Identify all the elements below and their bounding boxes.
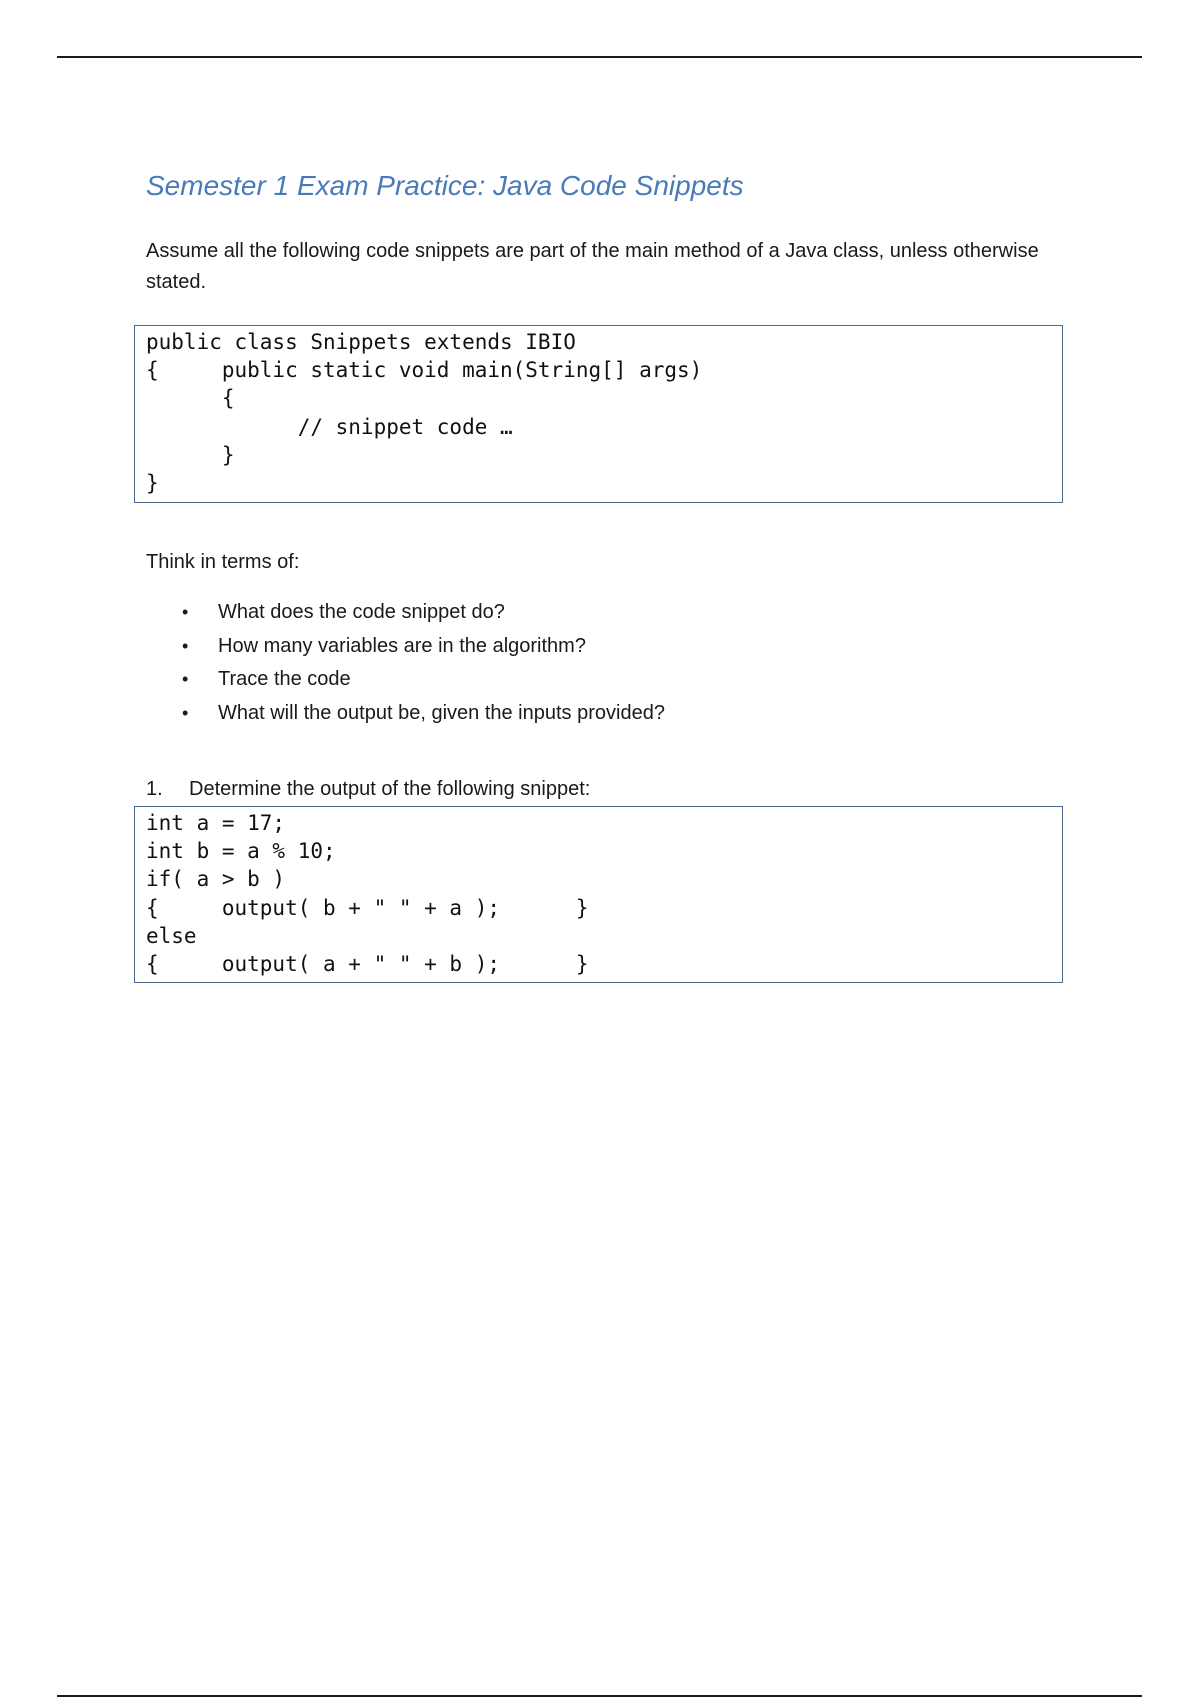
list-item: [180, 663, 665, 697]
code-line: {: [146, 386, 235, 411]
question-1-code-box: [134, 806, 1063, 983]
list-item: [180, 596, 665, 630]
list-item-text: What will the output be, given the inputs provided?: [218, 701, 665, 724]
footer-rule: [57, 1695, 1142, 1697]
list-item: [180, 697, 665, 731]
bullet-icon: •: [182, 669, 189, 689]
code-line: { output( a + " " + b ); }: [146, 951, 589, 976]
list-item-text: Trace the code: [218, 668, 351, 690]
code-line: if( a > b ): [146, 867, 286, 892]
question-number: 1.: [146, 778, 163, 800]
question-text: Determine the output of the following snippet:: [189, 778, 591, 800]
list-item-text: How many variables are in the algorithm?: [218, 634, 586, 657]
code-line: }: [146, 442, 235, 467]
page-title: Semester 1 Exam Practice: Java Code Snippets: [146, 170, 744, 201]
list-item-text: What does the code snippet do?: [218, 601, 505, 623]
code-line: { output( b + " " + a ); }: [146, 895, 589, 920]
intro-paragraph: Assume all the following code snippets are part of the main method of a Java class, unless otherwise stated.: [146, 240, 1039, 293]
header-rule: [57, 56, 1142, 58]
question-1-prompt: [146, 778, 590, 801]
template-code-box: [134, 325, 1063, 503]
code-line: { public static void main(String[] args): [146, 358, 703, 383]
code-line: int a = 17;: [146, 811, 286, 835]
bullet-icon: •: [182, 602, 189, 622]
code-line: public class Snippets extends IBIO: [146, 330, 576, 354]
think-list: [180, 596, 665, 730]
code-line: }: [146, 470, 159, 495]
bullet-icon: •: [182, 635, 189, 656]
code-line: else: [146, 923, 197, 948]
think-heading: Think in terms of:: [146, 551, 300, 573]
list-item: [180, 630, 665, 664]
code-line: // snippet code …: [146, 414, 513, 439]
bullet-icon: •: [182, 702, 189, 723]
code-line: int b = a % 10;: [146, 839, 336, 864]
